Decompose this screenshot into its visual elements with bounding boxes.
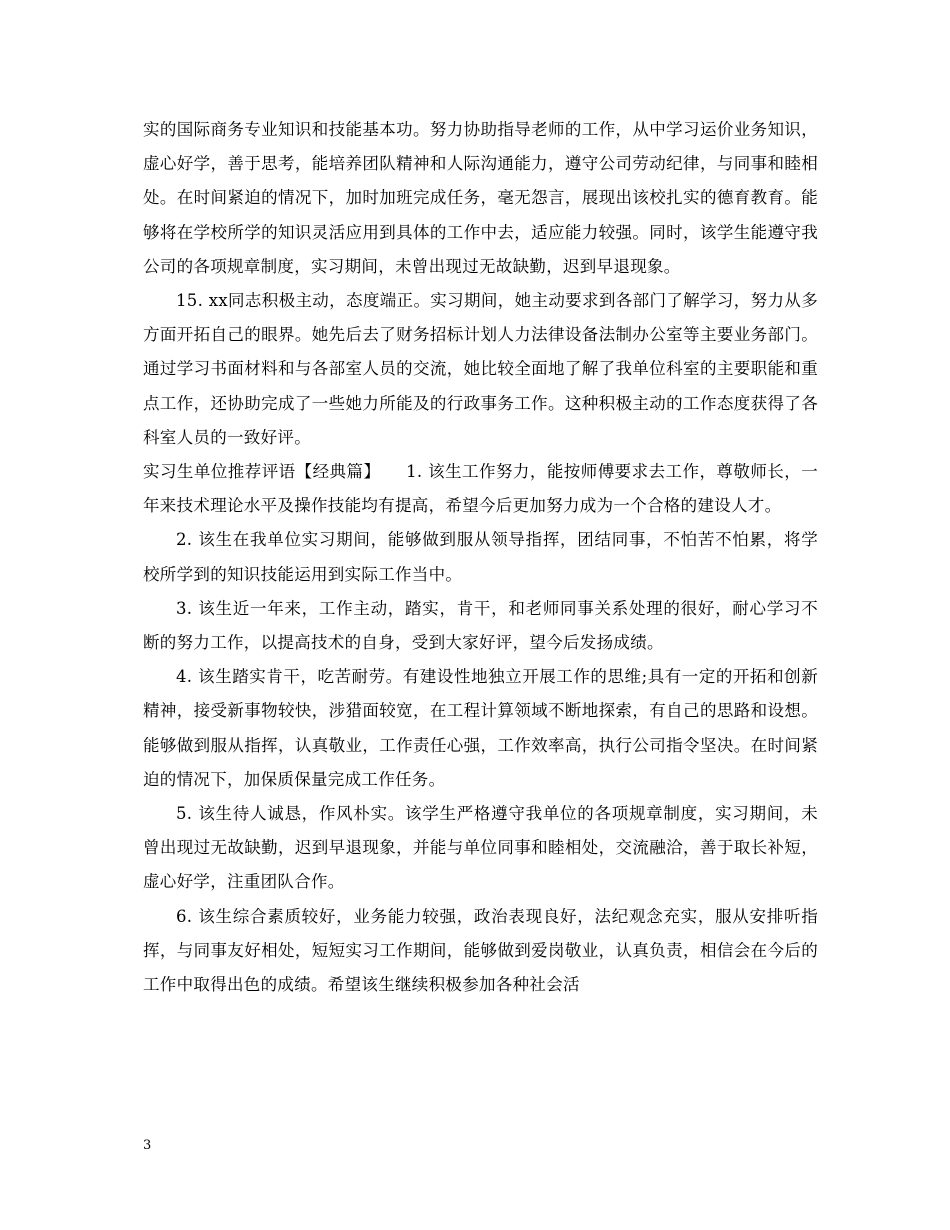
paragraph-1: 实的国际商务专业知识和技能基本功。努力协助指导老师的工作，从中学习运价业务知识，虚心好学，善于思考，能培养团队精神和人际沟通能力，遵守公司劳动纪律，与同事和睦相处。在时间紧迫的情况下，加时加班完成任务，毫无怨言，展现出该校扎实的德育教育。能够将在学校所学的知识灵活应用到具体的工作中去，适应能力较强。同时，该学生能遵守我公司的各项规章制度，实习期间，未曾出现过无故缺勤，迟到早退现象。 — [143, 120, 818, 276]
paragraph-6: 4. 该生踏实肯干，吃苦耐劳。有建设性地独立开展工作的思维;具有一定的开拓和创新精神，接受新事物较快，涉猎面较宽，在工程计算领域不断地探索，有自己的思路和设想。能够做到服从指挥，认真敬业，工作责任心强，工作效率高，执行公司指令坚决。在时间紧迫的情况下，加保质保量完成工作任务。 — [143, 667, 818, 789]
paragraph-3: 实习生单位推荐评语【经典篇】 1. 该生工作努力，能按师傅要求去工作，尊敬师长，一年来技术理论水平及操作技能均有提高，希望今后更加努力成为一个合格的建设人才。 — [143, 462, 818, 516]
paragraph-8: 6. 该生综合素质较好，业务能力较强，政治表现良好，法纪观念充实，服从安排听指挥，与同事友好相处，短短实习工作期间，能够做到爱岗敬业，认真负责，相信会在今后的工作中取得出色的成绩。希望该生继续积极参加各种社会活 — [143, 906, 818, 995]
paragraph-7: 5. 该生待人诚恳，作风朴实。该学生严格遵守我单位的各项规章制度，实习期间，未曾出现过无故缺勤，迟到早退现象，并能与单位同事和睦相处，交流融洽，善于取长补短，虚心好学，注重团队合作。 — [143, 804, 818, 892]
paragraph-2: 15. xx同志积极主动，态度端正。实习期间，她主动要求到各部门了解学习，努力从多方面开拓自己的眼界。她先后去了财务招标计划人力法律设备法制办公室等主要业务部门。通过学习书面材料和与各部室人员的交流，她比较全面地了解了我单位科室的主要职能和重点工作，还协助完成了一些她力所能及的行政事务工作。这种积极主动的工作态度获得了各科室人员的一致好评。 — [143, 291, 818, 447]
page-number: 3 — [143, 1138, 152, 1153]
document-body — [143, 113, 818, 1002]
paragraph-5: 3. 该生近一年来，工作主动，踏实，肯干，和老师同事关系处理的很好，耐心学习不断的努力工作，以提高技术的自身，受到大家好评，望今后发扬成绩。 — [143, 598, 818, 653]
paragraph-4: 2. 该生在我单位实习期间，能够做到服从领导指挥，团结同事，不怕苦不怕累，将学校所学到的知识技能运用到实际工作当中。 — [143, 530, 818, 584]
